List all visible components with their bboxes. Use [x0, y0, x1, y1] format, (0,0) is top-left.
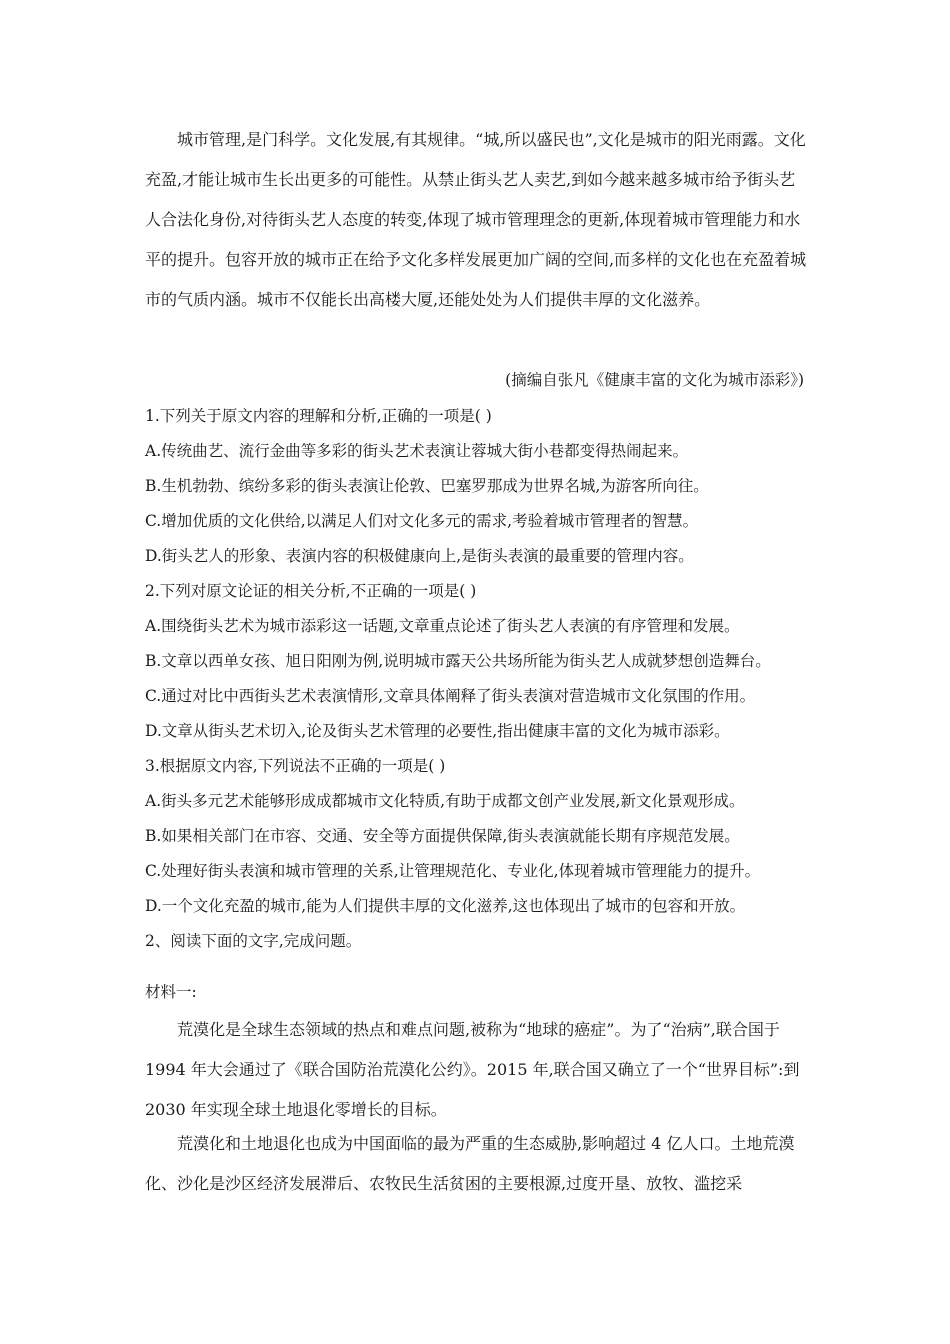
- section-2-instruction: 2、阅读下面的文字,完成问题。: [145, 932, 362, 950]
- material-1-paragraph-1: 荒漠化是全球生态领域的热点和难点问题,被称为“地球的癌症”。为了“治病”,联合国于 1994 年大会通过了《联合国防治荒漠化公约》。2015 年,联合国又确立了一个“世界目标”:到 2030 年实现全球土地退化零增长的目标。: [145, 1020, 800, 1119]
- question-1-option-c: C.增加优质的文化供给,以满足人们对文化多元的需求,考验着城市管理者的智慧。: [145, 512, 699, 530]
- question-3-option-b: B.如果相关部门在市容、交通、安全等方面提供保障,街头表演就能长期有序规范发展。: [145, 827, 740, 845]
- question-1-option-a: A.传统曲艺、流行金曲等多彩的街头艺术表演让蓉城大街小巷都变得热闹起来。: [145, 442, 689, 460]
- question-3-option-d: D.一个文化充盈的城市,能为人们提供丰厚的文化滋养,这也体现出了城市的包容和开放。: [145, 897, 746, 915]
- question-2-option-d: D.文章从街头艺术切入,论及街头艺术管理的必要性,指出健康丰富的文化为城市添彩。: [145, 722, 730, 740]
- question-3-stem: 3.根据原文内容,下列说法不正确的一项是( ): [145, 757, 446, 775]
- passage-paragraph: 城市管理,是门科学。文化发展,有其规律。“城,所以盛民也”,文化是城市的阳光雨露。文化充盈,才能让城市生长出更多的可能性。从禁止街头艺人卖艺,到如今越来越多城市给予街头艺人合法化身份,对待街头艺人态度的转变,体现了城市管理理念的更新,体现着城市管理能力和水平的提升。包容开放的城市正在给予文化多样发展更加广阔的空间,而多样的文化也在充盈着城市的气质内涵。城市不仅能长出高楼大厦,还能处处为人们提供丰厚的文化滋养。: [145, 130, 807, 309]
- material-1-label: 材料一:: [145, 983, 197, 1001]
- question-2-stem: 2.下列对原文论证的相关分析,不正确的一项是( ): [145, 582, 477, 600]
- question-1-option-d: D.街头艺人的形象、表演内容的积极健康向上,是街头表演的最重要的管理内容。: [145, 547, 694, 565]
- question-list: [145, 402, 825, 962]
- question-2-option-b: B.文章以西单女孩、旭日阳刚为例,说明城市露天公共场所能为街头艺人成就梦想创造舞台。: [145, 652, 771, 670]
- question-3-option-c: C.处理好街头表演和城市管理的关系,让管理规范化、专业化,体现着城市管理能力的提升。: [145, 862, 761, 880]
- question-1-option-b: B.生机勃勃、缤纷多彩的街头表演让伦敦、巴塞罗那成为世界名城,为游客所向往。: [145, 477, 709, 495]
- question-2-option-c: C.通过对比中西街头艺术表演情形,文章具体阐释了街头表演对营造城市文化氛围的作用。: [145, 687, 756, 705]
- material-1-paragraph-2: 荒漠化和土地退化也成为中国面临的最为严重的生态威胁,影响超过 4 亿人口。土地荒漠化、沙化是沙区经济发展滞后、农牧民生活贫困的主要根源,过度开垦、放牧、滥挖采: [145, 1134, 795, 1193]
- question-2-option-a: A.围绕街头艺术为城市添彩这一话题,文章重点论述了街头艺人表演的有序管理和发展。: [145, 617, 740, 635]
- question-3-option-a: A.街头多元艺术能够形成成都城市文化特质,有助于成都文创产业发展,新文化景观形成。: [145, 792, 745, 810]
- passage-citation: (摘编自张凡《健康丰富的文化为城市添彩》): [505, 371, 804, 389]
- question-1-stem: 1.下列关于原文内容的理解和分析,正确的一项是( ): [145, 407, 492, 425]
